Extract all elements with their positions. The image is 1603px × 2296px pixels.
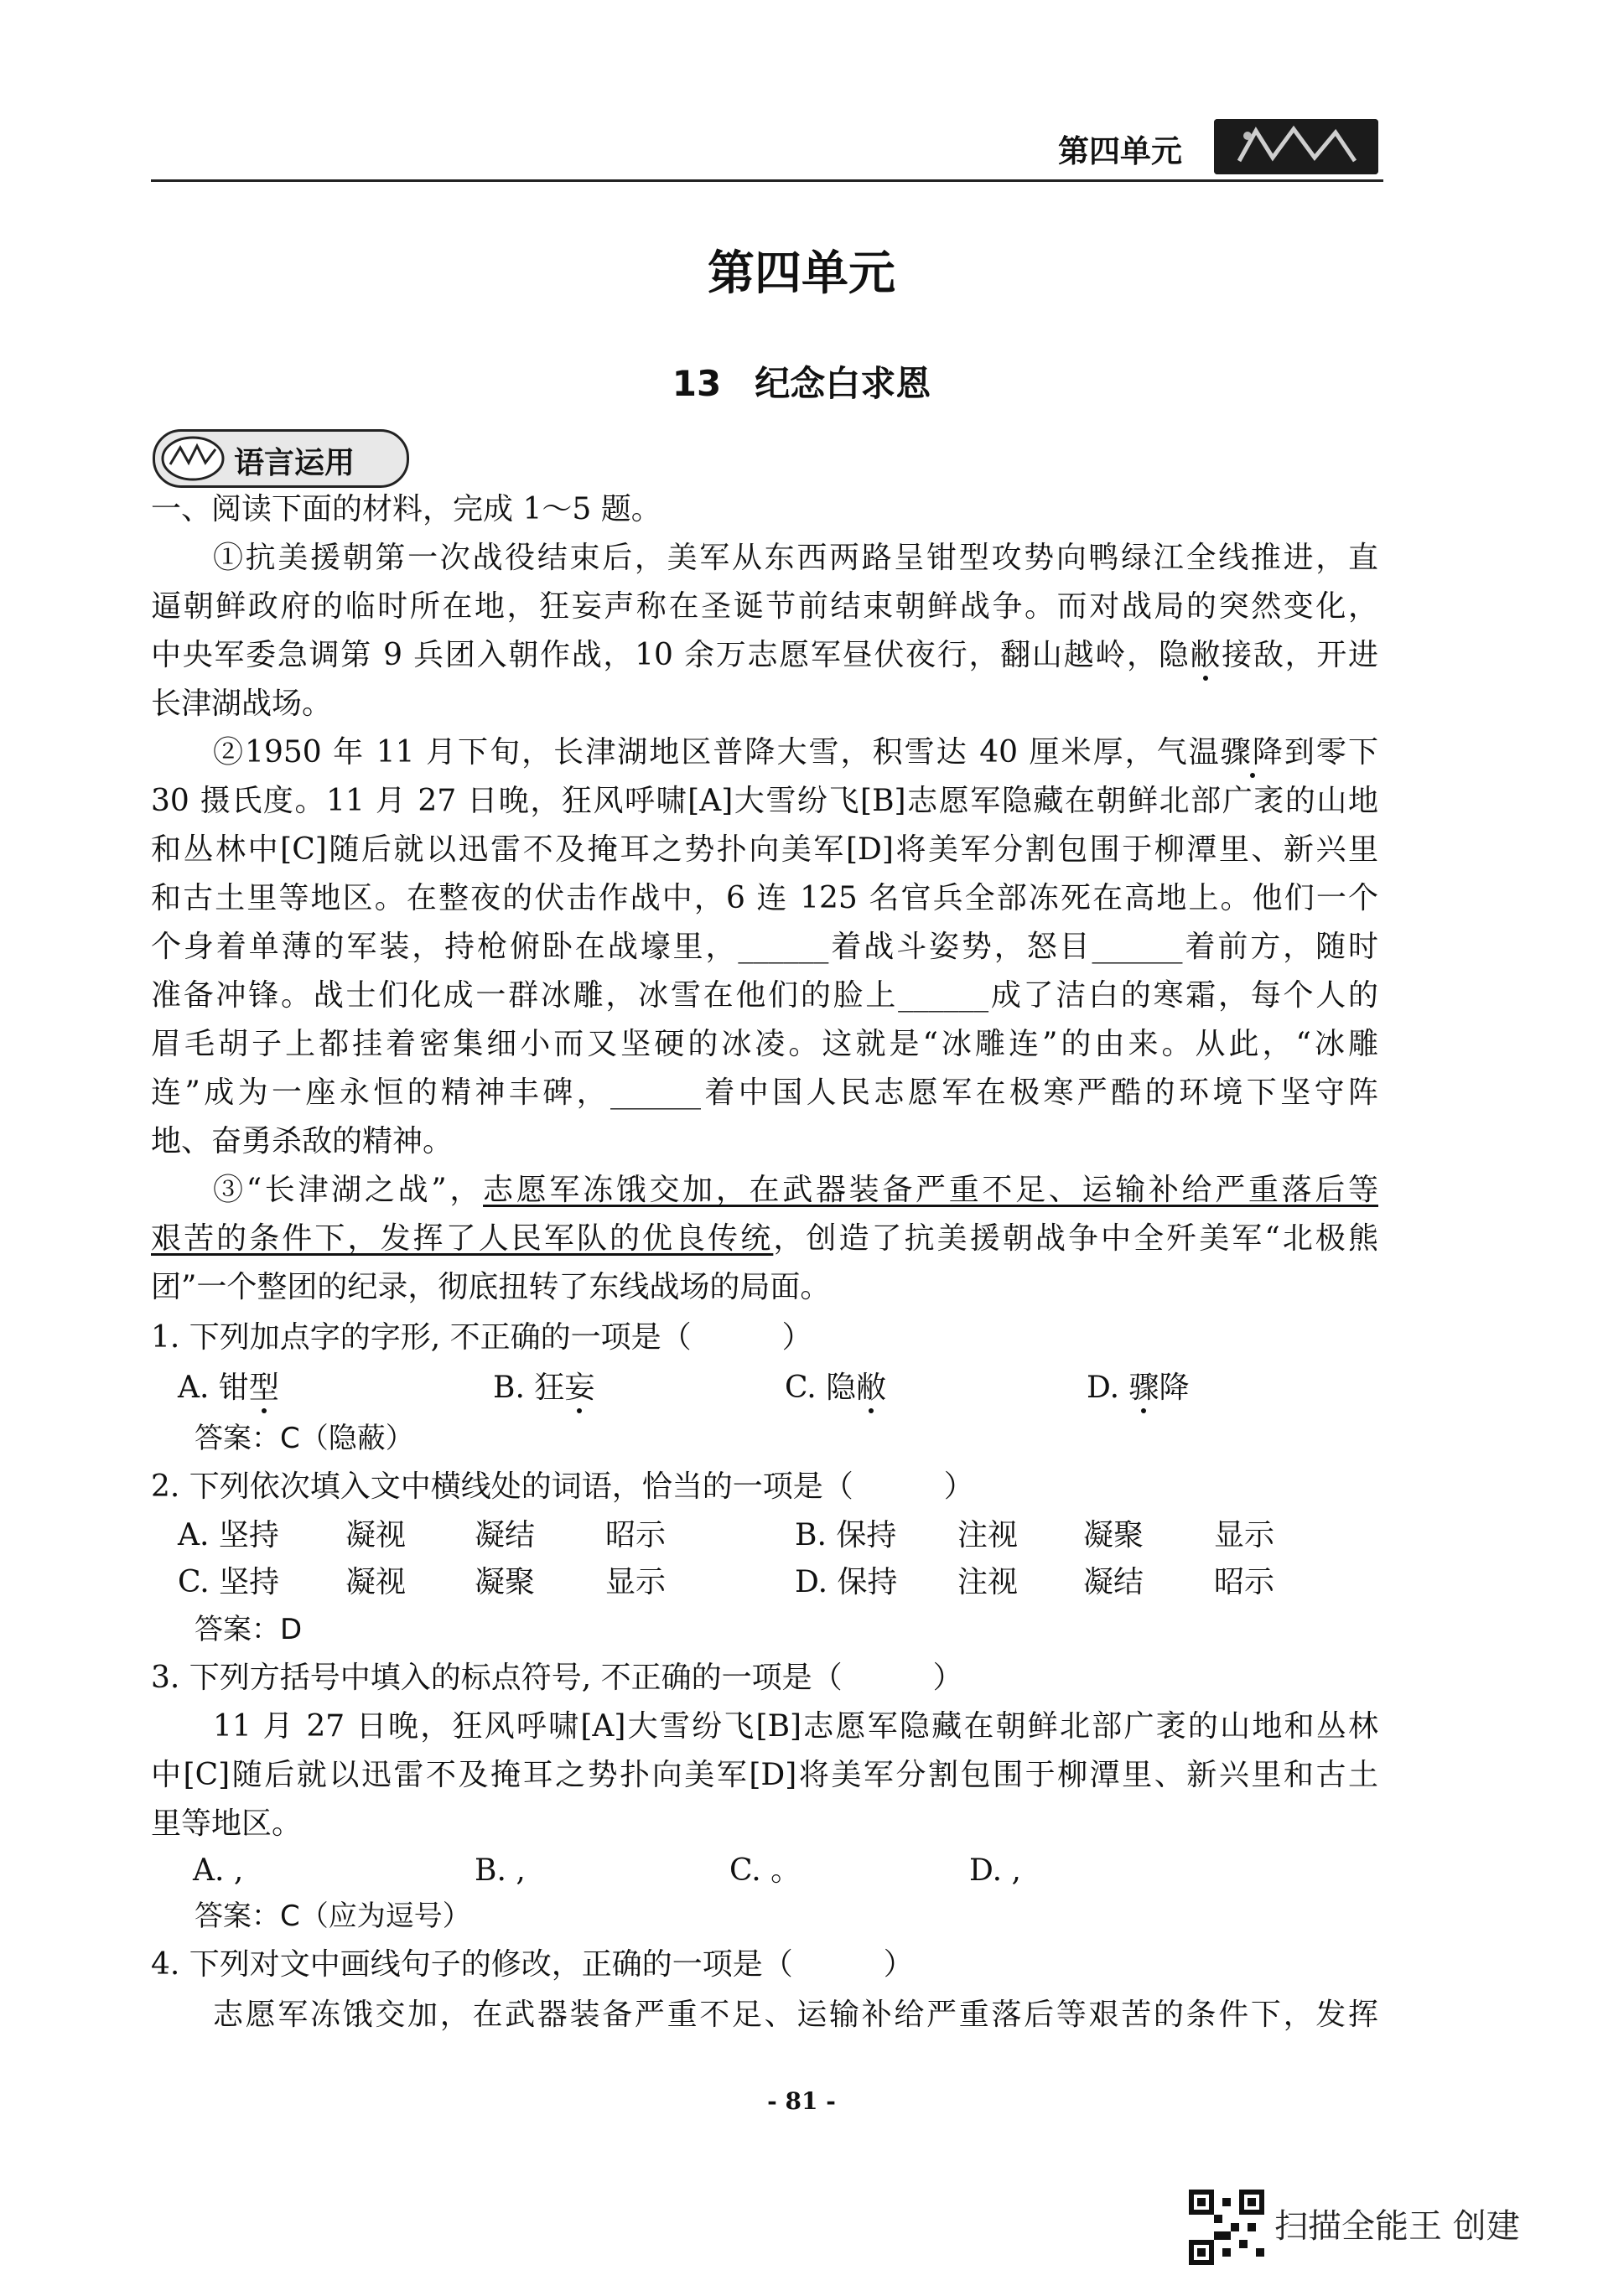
q3-stem: 3. 下列方括号中填入的标点符号, 不正确的一项是（ ）	[151, 1661, 963, 1695]
underlined-sentence: 志愿军冻饿交加，在武器装备严重不足、运输补给严重落后等	[483, 1173, 1378, 1207]
q3-quote-line-1: 11 月 27 日晚，狂风呼啸[A]大雪纷飞[B]志愿军隐藏在朝鲜北部广袤的山地和丛林	[213, 1709, 1378, 1744]
q3-quote-line-2: 中[C]随后就以迅雷不及掩耳之势扑向美军[D]将美军分割包围于柳潭里、新兴里和古土	[151, 1758, 1378, 1792]
underlined-sentence-cont: 艰苦的条件下，发挥了人民军队的优良传统	[151, 1221, 774, 1256]
q2-row1-cell: 注视	[957, 1518, 1019, 1552]
unit-title: 第四单元	[708, 246, 895, 301]
q2-row2-cell: 凝结	[1083, 1565, 1144, 1599]
q2-row1-cell: 昭示	[605, 1518, 667, 1552]
q2-row1-cell: A. 坚持	[178, 1518, 279, 1552]
q3-option-d: D. ,	[969, 1853, 1021, 1888]
q3-option-a: A. ,	[193, 1853, 244, 1888]
p1-line-3: 中央军委急调第 9 兵团入朝作战，10 余万志愿军昼伏夜行，翻山越岭，隐敝接敌，开进	[151, 638, 1378, 672]
p2-line-5: 个身着单薄的军装，持枪俯卧在战壕里，______着战斗姿势，怒目______着前方，随时	[151, 930, 1378, 964]
q1-stem: 1. 下列加点字的字形, 不正确的一项是（ ）	[151, 1320, 812, 1355]
scanner-watermark: 扫描全能王 创建	[1274, 2207, 1520, 2246]
p2-line-1: ②1950 年 11 月下旬，长津湖地区普降大雪，积雪达 40 厘米厚，气温骤降到零下	[213, 735, 1378, 770]
q2-row2-cell: 昭示	[1214, 1565, 1275, 1599]
section-badge-frame	[153, 429, 409, 488]
q2-row1-cell: 凝聚	[1083, 1518, 1144, 1552]
q2-stem: 2. 下列依次填入文中横线处的词语，恰当的一项是（ ）	[151, 1469, 974, 1504]
p2-line-4: 和古土里等地区。在整夜的伏击作战中，6 连 125 名官兵全部冻死在高地上。他们一个	[151, 881, 1378, 915]
q2-row2-cell: 显示	[605, 1565, 667, 1599]
q1-option-b: B. 狂妄	[493, 1371, 595, 1405]
p2-line-7: 眉毛胡子上都挂着密集细小而又坚硬的冰凌。这就是“冰雕连”的由来。从此，“冰雕	[151, 1027, 1378, 1061]
q2-row1-cell: 显示	[1214, 1518, 1275, 1552]
p2-line-9: 地、奋勇杀敌的精神。	[151, 1124, 454, 1158]
owl-logo-icon	[158, 434, 227, 483]
p2-line-3: 和丛林中[C]随后就以迅雷不及掩耳之势扑向美军[D]将美军分割包围于柳潭里、新兴里	[151, 832, 1378, 867]
q2-row1-cell: 凝视	[345, 1518, 407, 1552]
q2-row2-cell: D. 保持	[795, 1565, 898, 1599]
q2-row1-cell: B. 保持	[795, 1518, 897, 1552]
p1-line-2: 逼朝鲜政府的临时所在地，狂妄声称在圣诞节前结束朝鲜战争。而对战局的突然变化，	[151, 589, 1378, 624]
header-logo	[1214, 119, 1378, 174]
page-number: - 81 -	[767, 2087, 836, 2115]
p3-line-2: 艰苦的条件下，发挥了人民军队的优良传统，创造了抗美援朝战争中全歼美军“北极熊	[151, 1221, 1378, 1256]
lesson-title	[0, 356, 1603, 407]
q1-option-a: A. 钳型	[178, 1371, 279, 1405]
q3-option-b: B. ,	[475, 1853, 526, 1888]
q2-answer: 答案：D	[195, 1613, 303, 1646]
p3-line-3: 团”一个整团的纪录，彻底扭转了东线战场的局面。	[151, 1270, 831, 1304]
q1-option-d: D. 骤降	[1087, 1371, 1190, 1405]
dotted-char: 敝	[1190, 638, 1222, 672]
p1-line-4: 长津湖战场。	[151, 687, 333, 721]
p1-line-1: ①抗美援朝第一次战役结束后，美军从东西两路呈钳型攻势向鸭绿江全线推进，直	[213, 541, 1378, 575]
q2-row2-cell: 凝聚	[475, 1565, 536, 1599]
section-label: 语言运用	[234, 446, 355, 480]
lesson-number: 13	[672, 363, 722, 404]
q3-answer: 答案：C（应为逗号）	[195, 1900, 471, 1933]
lesson-name: 纪念白求恩	[755, 363, 931, 404]
p2-line-2: 30 摄氏度。11 月 27 日晚，狂风呼啸[A]大雪纷飞[B]志愿军隐藏在朝鲜北部广袤的山地	[151, 784, 1378, 818]
intro-line: 一、阅读下面的材料，完成 1～5 题。	[151, 492, 661, 526]
header-rule	[151, 179, 1383, 182]
p3-line-1: ③“长津湖之战”，志愿军冻饿交加，在武器装备严重不足、运输补给严重落后等	[213, 1173, 1378, 1207]
q2-row2-cell: 凝视	[345, 1565, 407, 1599]
q2-row2-cell: 注视	[957, 1565, 1019, 1599]
q2-row2-cell: C. 坚持	[178, 1565, 280, 1599]
q1-option-c: C. 隐敝	[785, 1371, 887, 1405]
q4-stem: 4. 下列对文中画线句子的修改，正确的一项是（ ）	[151, 1947, 914, 1982]
p2-line-8: 连”成为一座永恒的精神丰碑，______着中国人民志愿军在极寒严酷的环境下坚守阵	[151, 1075, 1378, 1110]
p2-line-6: 准备冲锋。战士们化成一群冰雕，冰雪在他们的脸上______成了洁白的寒霜，每个人的	[151, 978, 1378, 1013]
q3-option-c: C. 。	[729, 1853, 802, 1888]
dotted-word: 骤降	[1220, 735, 1284, 770]
q4-quote: 志愿军冻饿交加，在武器装备严重不足、运输补给严重落后等艰苦的条件下，发挥	[213, 1998, 1378, 2032]
q3-quote-line-3: 里等地区。	[151, 1806, 303, 1841]
q2-row1-cell: 凝结	[475, 1518, 536, 1552]
qr-code-icon	[1189, 2190, 1264, 2265]
header-unit-label: 第四单元	[1058, 133, 1182, 169]
q1-answer: 答案：C（隐蔽）	[195, 1422, 414, 1455]
